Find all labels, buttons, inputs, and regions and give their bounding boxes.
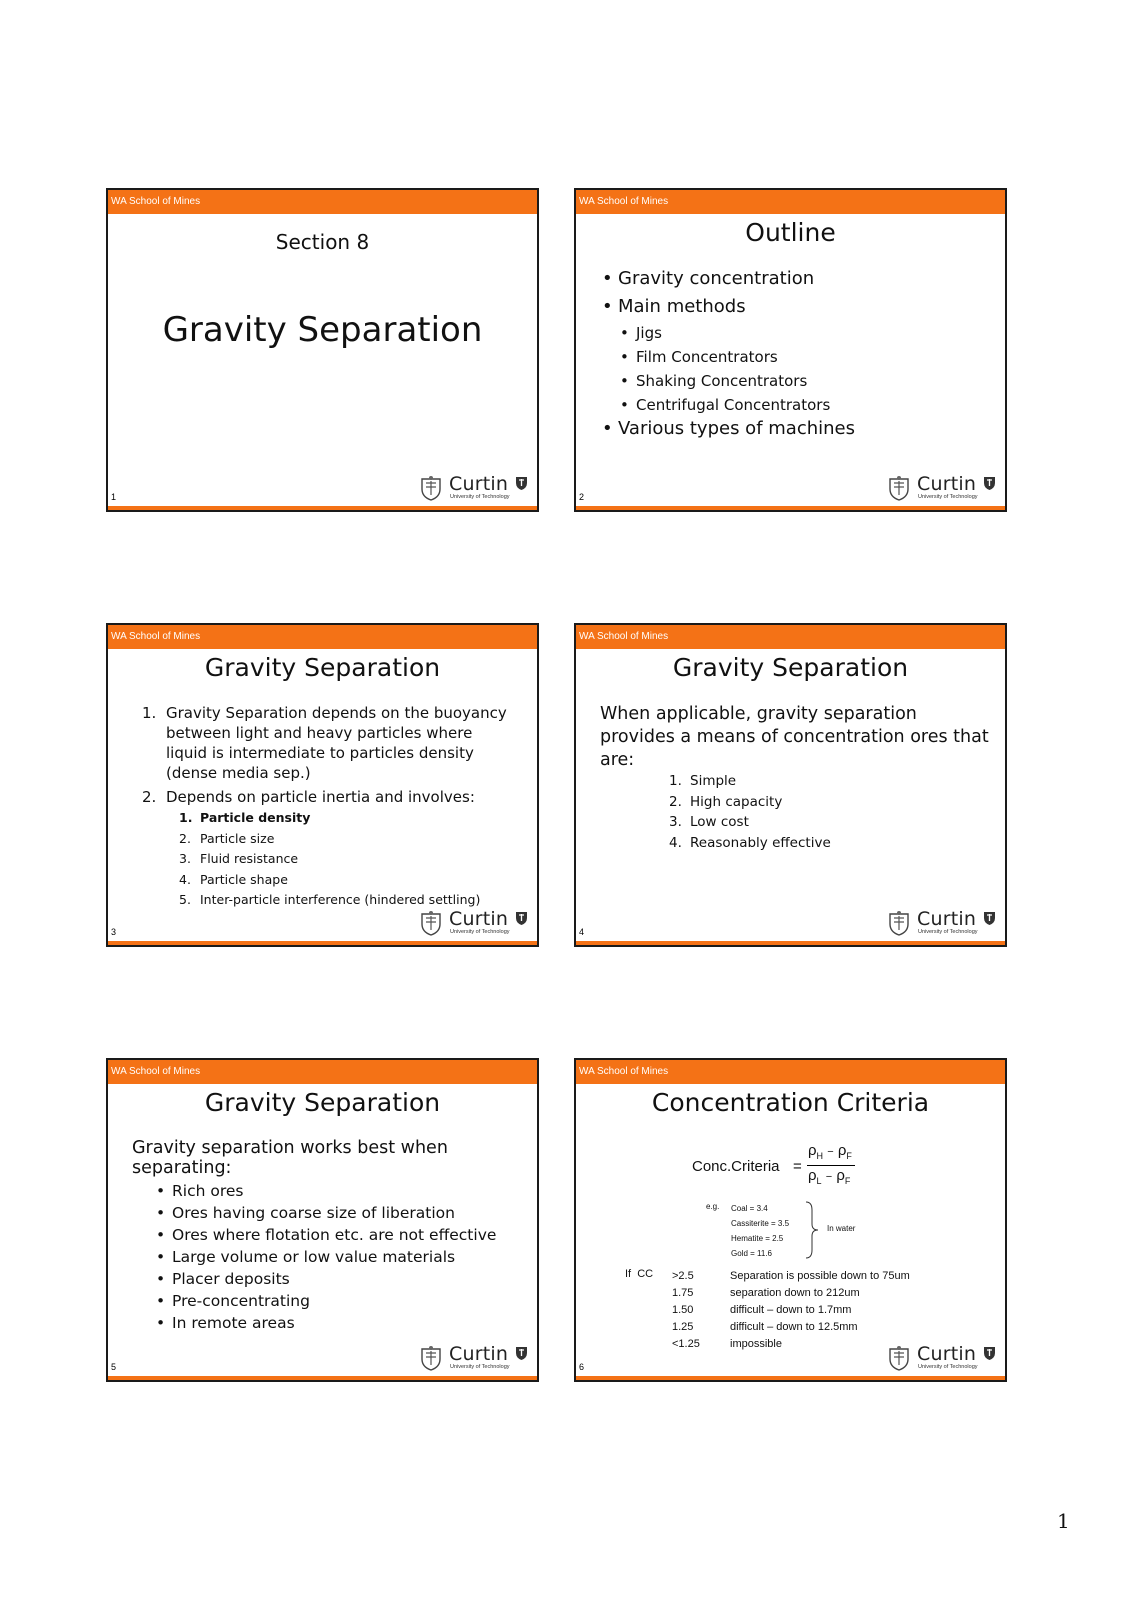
header-label: WA School of Mines [579, 196, 669, 207]
crest-icon [419, 475, 443, 501]
outline-list-end [618, 415, 998, 443]
crest-icon [419, 1345, 443, 1371]
list-item: • Film Concentrators [636, 345, 996, 369]
list-item: Gold = 11.6 [731, 1249, 772, 1258]
slide-4 [574, 623, 1007, 947]
slide-header-bar [576, 190, 1005, 214]
slide-6 [574, 1058, 1007, 1382]
formula-lhs: Conc.Criteria [692, 1158, 780, 1175]
slide-header-bar [108, 190, 537, 214]
logo-word: Curtin [917, 473, 977, 495]
list-item: • Main methods [618, 293, 998, 321]
logo-word: Curtin [917, 908, 977, 930]
list-item: 1. Gravity Separation depends on the buoyancy between light and heavy particles where liquid is intermediate to particles density (dense media sep.) [142, 704, 507, 782]
slide-footer-bar [108, 941, 537, 945]
curtin-logo [887, 473, 999, 503]
header-label: WA School of Mines [579, 631, 669, 642]
header-label: WA School of Mines [111, 196, 201, 207]
list-item: • Centrifugal Concentrators [636, 393, 996, 417]
cc-value: 1.75 [672, 1287, 694, 1299]
curtin-logo [887, 908, 999, 938]
factors-list [179, 808, 530, 911]
slide-number: 3 [111, 927, 117, 937]
cc-description: Separation is possible down to 75um [730, 1270, 910, 1282]
shield-icon [983, 1346, 996, 1361]
slide-number: 6 [579, 1362, 585, 1372]
slide-footer-bar [108, 506, 537, 510]
list-item: • Gravity concentration [618, 265, 998, 293]
cc-values [672, 1268, 700, 1353]
slide-title: Gravity Separation [204, 653, 441, 682]
list-item: 1. Simple [669, 773, 737, 789]
list-item: 1. Particle density [179, 810, 311, 825]
header-label: WA School of Mines [111, 631, 201, 642]
curtin-logo [419, 908, 531, 938]
list-item: • Pre-concentrating [172, 1290, 527, 1312]
slide-footer-bar [576, 1376, 1005, 1380]
brace-icon [804, 1200, 820, 1260]
slide-number: 2 [579, 492, 585, 502]
curtin-logo [419, 1343, 531, 1373]
logo-word: Curtin [449, 908, 509, 930]
list-item: • Jigs [636, 321, 996, 345]
list-item: 3. Low cost [669, 814, 749, 830]
fraction-bar [807, 1165, 855, 1166]
list-item: • In remote areas [172, 1312, 527, 1334]
section-label: Section 8 [275, 230, 370, 254]
principles-list [142, 703, 516, 807]
slide-header-bar [108, 1060, 537, 1084]
benefits-list [669, 771, 990, 853]
slide-number: 1 [111, 492, 117, 502]
list-item: 4. Reasonably effective [669, 834, 831, 851]
cc-value: >2.5 [672, 1270, 694, 1282]
shield-icon [515, 911, 528, 926]
shield-icon [983, 911, 996, 926]
list-item: 2. Depends on particle inertia and involves: [142, 788, 475, 806]
numerator: $\rho_H - \rho_F$ [808, 1142, 852, 1161]
intro-text: When applicable, gravity separation provides a means of concentration ores that are: [600, 704, 989, 770]
example-label: e.g. [706, 1202, 720, 1211]
slide-number: 5 [111, 1362, 117, 1372]
list-item: • Shaking Concentrators [636, 369, 996, 393]
logo-word: Curtin [449, 473, 509, 495]
slide-footer-bar [576, 941, 1005, 945]
if-cc-label: If CC [625, 1268, 654, 1280]
cc-description: impossible [730, 1338, 782, 1350]
logo-sub: University of Technology [918, 494, 978, 500]
list-item: • Rich ores [172, 1180, 527, 1202]
logo-sub: University of Technology [450, 1364, 510, 1370]
shield-icon [515, 476, 528, 491]
header-label: WA School of Mines [579, 1066, 669, 1077]
list-item: • Ores where flotation etc. are not effective [172, 1224, 527, 1246]
slide-header-bar [576, 625, 1005, 649]
slide-title: Gravity Separation [672, 653, 909, 682]
crest-icon [887, 1345, 911, 1371]
conditions-list [172, 1180, 527, 1334]
list-item: 2. High capacity [669, 793, 783, 810]
list-item: 2. Particle size [179, 830, 275, 846]
denominator: $\rho_L - \rho_F$ [808, 1167, 851, 1186]
list-item: 5. Inter-particle interference (hindered settling) [179, 892, 481, 907]
logo-sub: University of Technology [918, 929, 978, 935]
density-list [731, 1201, 789, 1261]
logo-word: Curtin [449, 1343, 509, 1365]
methods-sublist [636, 321, 996, 417]
page-number: 1 [1057, 1509, 1070, 1533]
slide-header-bar [108, 625, 537, 649]
crest-icon [419, 910, 443, 936]
cc-descriptions [730, 1268, 910, 1353]
slide-3 [106, 623, 539, 947]
intro-text: Gravity separation works best when separating: [132, 1138, 448, 1178]
list-item: Cassiterite = 3.5 [731, 1219, 790, 1228]
slide-number: 4 [579, 927, 585, 937]
logo-sub: University of Technology [918, 1364, 978, 1370]
slide-title: Gravity Separation [204, 1088, 441, 1117]
slide-title: Outline [745, 218, 836, 247]
criteria-formula [692, 1142, 872, 1192]
slide-1 [106, 188, 539, 512]
shield-icon [983, 476, 996, 491]
list-item: 3. Fluid resistance [179, 851, 299, 866]
slide-title: Concentration Criteria [651, 1088, 930, 1117]
header-label: WA School of Mines [111, 1066, 201, 1077]
logo-word: Curtin [917, 1343, 977, 1365]
slide-title: Gravity Separation [162, 310, 483, 350]
slide-2 [574, 188, 1007, 512]
list-item: • Large volume or low value materials [172, 1246, 527, 1268]
list-item: • Ores having coarse size of liberation [172, 1202, 527, 1224]
slide-footer-bar [576, 506, 1005, 510]
cc-description: difficult – down to 12.5mm [730, 1321, 858, 1333]
cc-value: 1.50 [672, 1304, 694, 1316]
curtin-logo [887, 1343, 999, 1373]
cc-description: difficult – down to 1.7mm [730, 1304, 852, 1316]
cc-value: <1.25 [672, 1338, 700, 1350]
cc-value: 1.25 [672, 1321, 694, 1333]
slide-header-bar [576, 1060, 1005, 1084]
slide-5 [106, 1058, 539, 1382]
list-item: 4. Particle shape [179, 871, 288, 887]
list-item: • Placer deposits [172, 1268, 527, 1290]
curtin-logo [419, 473, 531, 503]
list-item: • Various types of machines [618, 415, 998, 443]
shield-icon [515, 1346, 528, 1361]
logo-sub: University of Technology [450, 494, 510, 500]
logo-sub: University of Technology [450, 929, 510, 935]
slide-footer-bar [108, 1376, 537, 1380]
outline-list [618, 265, 998, 321]
crest-icon [887, 910, 911, 936]
crest-icon [887, 475, 911, 501]
equals-sign: = [793, 1158, 802, 1175]
cc-description: separation down to 212um [730, 1287, 860, 1299]
list-item: Coal = 3.4 [731, 1204, 768, 1213]
in-water-label: In water [827, 1224, 856, 1233]
list-item: Hematite = 2.5 [731, 1234, 784, 1243]
